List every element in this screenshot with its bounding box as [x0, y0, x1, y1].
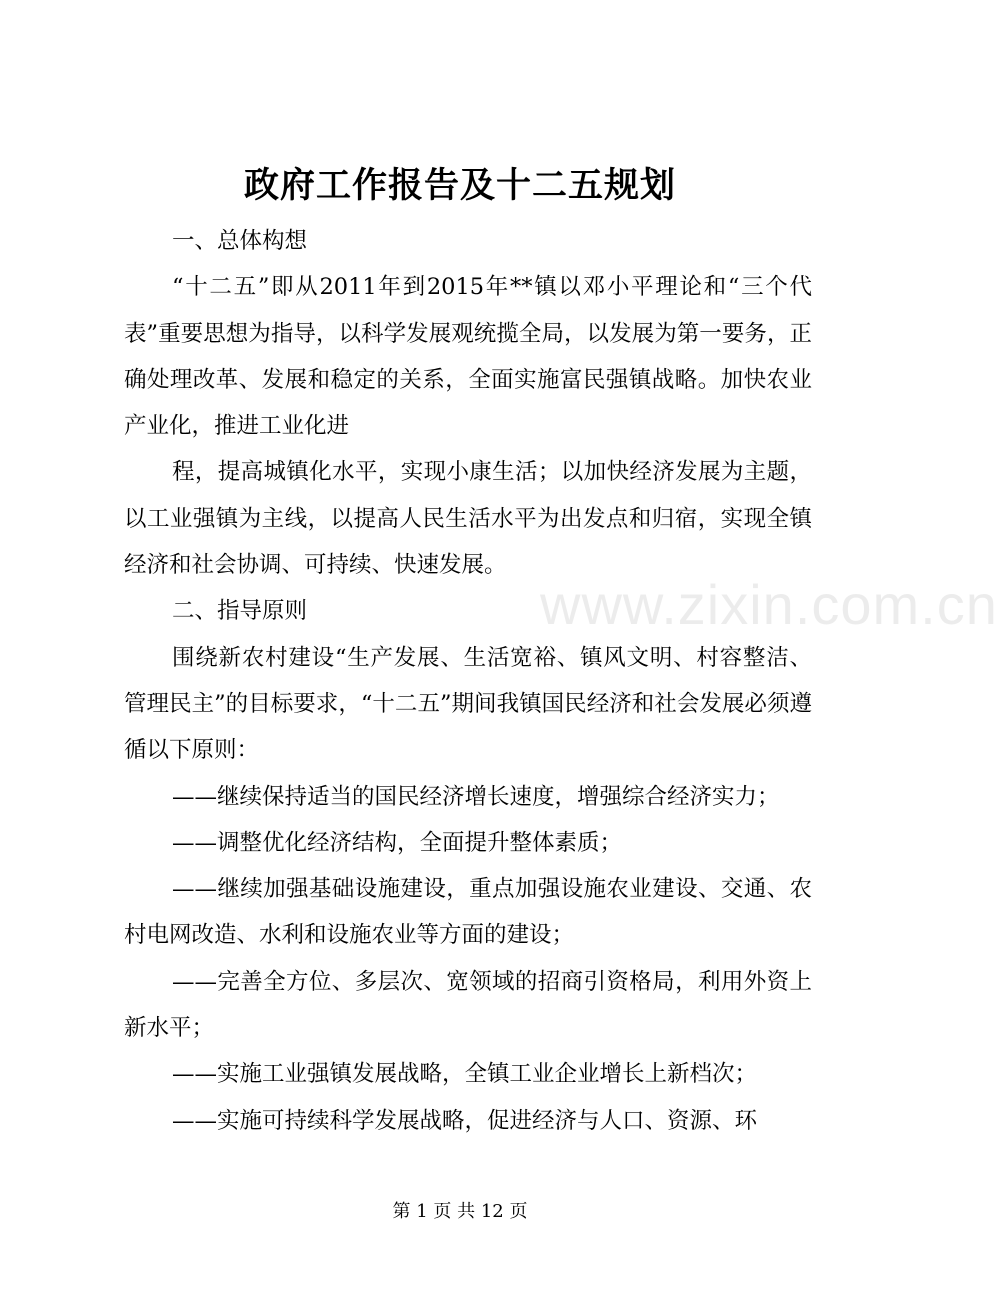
section-heading-overall-concept: 一、总体构想 [172, 228, 308, 254]
list-item: ——实施工业强镇发展战略，全镇工业企业增长上新档次； [172, 1061, 758, 1088]
watermark: www.zixin.com.cn [540, 573, 998, 636]
list-item: ——继续加强基础设施建设，重点加强设施农业建设、交通、农村电网改造、水利和设施农业等方面的建设； [124, 876, 812, 949]
document-body [124, 218, 812, 1144]
list-item: ——调整优化经济结构，全面提升整体素质； [172, 829, 623, 856]
section-heading-guiding-principles: 二、指导原则 [172, 598, 308, 625]
page-footer: 第 1 页 共 12 页 [392, 1201, 528, 1222]
list-item: ——实施可持续科学发展战略，促进经济与人口、资源、环 [172, 1107, 758, 1134]
paragraph: “十二五”即从2011年到2015年**镇以邓小平理论和“三个代表”重要思想为指导，以科学发展观统揽全局，以发展为第一要务，正确处理改革、发展和稳定的关系，全面实施富民强镇战略。加快农业产业化，推进工业化进 [124, 274, 812, 440]
list-item: ——继续保持适当的国民经济增长速度，增强综合经济实力； [172, 783, 780, 810]
paragraph: 程，提高城镇化水平，实现小康生活；以加快经济发展为主题，以工业强镇为主线，以提高人民生活水平为出发点和归宿，实现全镇经济和社会协调、可持续、快速发展。 [124, 459, 812, 579]
document-title: 政府工作报告及十二五规划 [243, 165, 676, 206]
list-item: ——完善全方位、多层次、宽领域的招商引资格局，利用外资上新水平； [124, 968, 812, 1042]
paragraph: 围绕新农村建设“生产发展、生活宽裕、镇风文明、村容整洁、管理民主”的目标要求，“十二五”期间我镇国民经济和社会发展必须遵循以下原则： [124, 644, 812, 764]
